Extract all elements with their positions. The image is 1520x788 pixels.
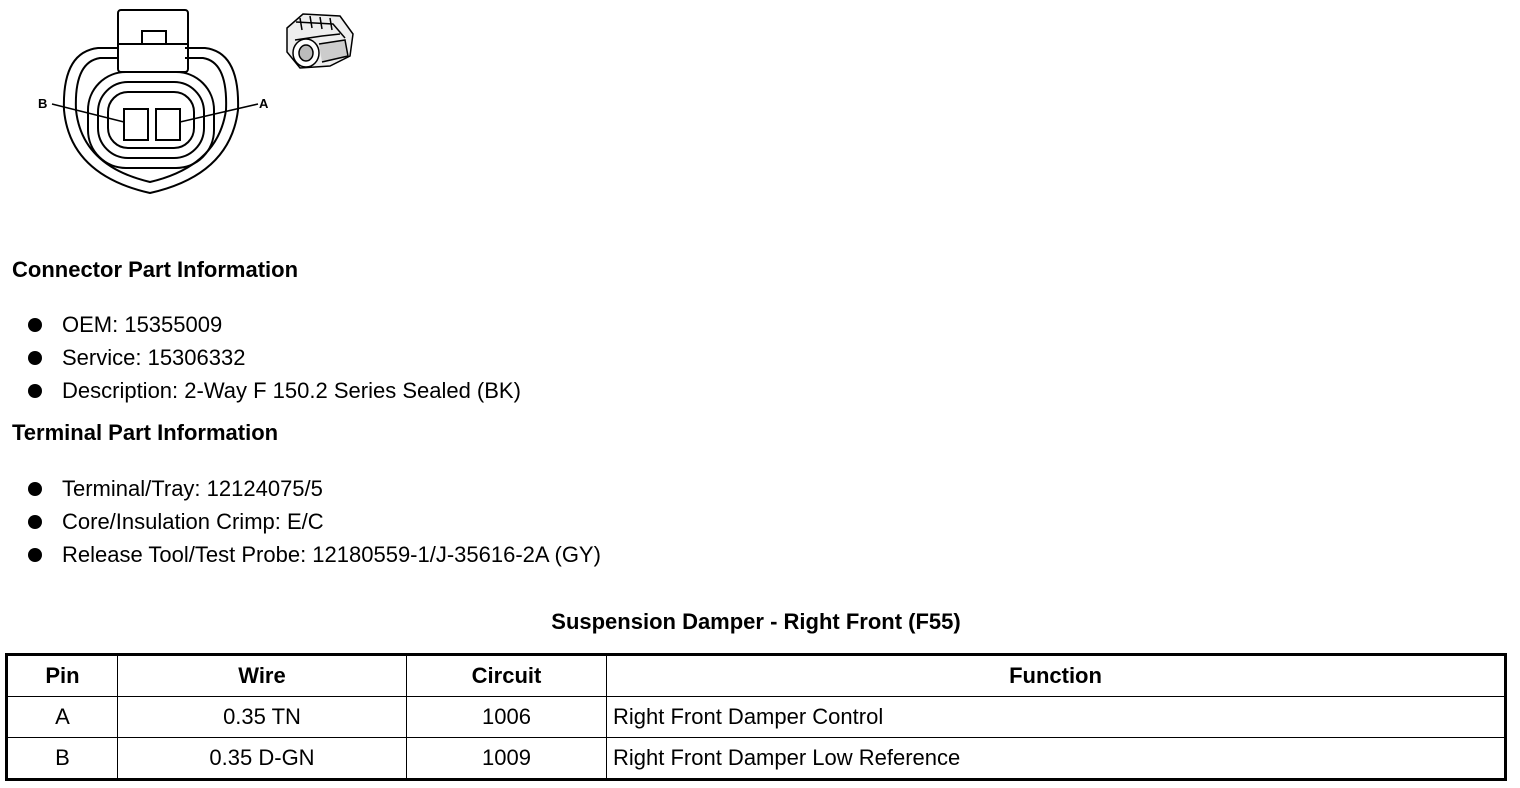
connector-info-heading: Connector Part Information xyxy=(12,257,299,282)
table-title: Suspension Damper - Right Front (F55) xyxy=(551,609,961,634)
connector-latch xyxy=(118,10,188,72)
list-item-text: OEM: 15355009 xyxy=(62,312,223,337)
bullet-icon xyxy=(28,384,42,398)
list-item xyxy=(28,472,601,505)
bullet-icon xyxy=(28,548,42,562)
bullet-icon xyxy=(28,351,42,365)
column-header-pin: Pin xyxy=(7,655,118,697)
connector-outer-shell xyxy=(64,48,238,193)
cell-circuit: 1006 xyxy=(407,697,607,738)
connector-info-list xyxy=(28,308,521,407)
list-item-text: Service: 15306332 xyxy=(62,345,246,370)
cell-function: Right Front Damper Low Reference xyxy=(607,738,1506,780)
cell-wire: 0.35 D-GN xyxy=(118,738,407,780)
cell-pin: B xyxy=(7,738,118,780)
column-header-circuit: Circuit xyxy=(407,655,607,697)
column-header-function: Function xyxy=(607,655,1506,697)
pin-label-b: B xyxy=(38,96,48,111)
list-item xyxy=(28,538,601,571)
list-item-text: Description: 2-Way F 150.2 Series Sealed (BK) xyxy=(62,378,521,403)
pinout-table xyxy=(5,653,1507,781)
list-item xyxy=(28,505,601,538)
connector-diagram xyxy=(0,0,380,210)
cell-pin: A xyxy=(7,697,118,738)
column-header-wire: Wire xyxy=(118,655,407,697)
table-row xyxy=(7,697,1506,738)
connector-thumbnail xyxy=(287,14,353,68)
cell-circuit: 1009 xyxy=(407,738,607,780)
terminal-info-list xyxy=(28,472,601,571)
cell-function: Right Front Damper Control xyxy=(607,697,1506,738)
pin-label-a: A xyxy=(259,96,269,111)
connector-seal xyxy=(88,72,214,168)
list-item-text: Terminal/Tray: 12124075/5 xyxy=(62,476,323,501)
list-item xyxy=(28,308,521,341)
bullet-icon xyxy=(28,482,42,496)
terminal-b-cavity xyxy=(124,109,148,140)
bullet-icon xyxy=(28,318,42,332)
list-item-text: Core/Insulation Crimp: E/C xyxy=(62,509,324,534)
table-header-row xyxy=(7,655,1506,697)
list-item xyxy=(28,341,521,374)
list-item-text: Release Tool/Test Probe: 12180559-1/J-35616-2A (GY) xyxy=(62,542,601,567)
bullet-icon xyxy=(28,515,42,529)
cell-wire: 0.35 TN xyxy=(118,697,407,738)
terminal-info-heading: Terminal Part Information xyxy=(12,420,279,445)
table-row xyxy=(7,738,1506,780)
list-item xyxy=(28,374,521,407)
terminal-a-cavity xyxy=(156,109,180,140)
